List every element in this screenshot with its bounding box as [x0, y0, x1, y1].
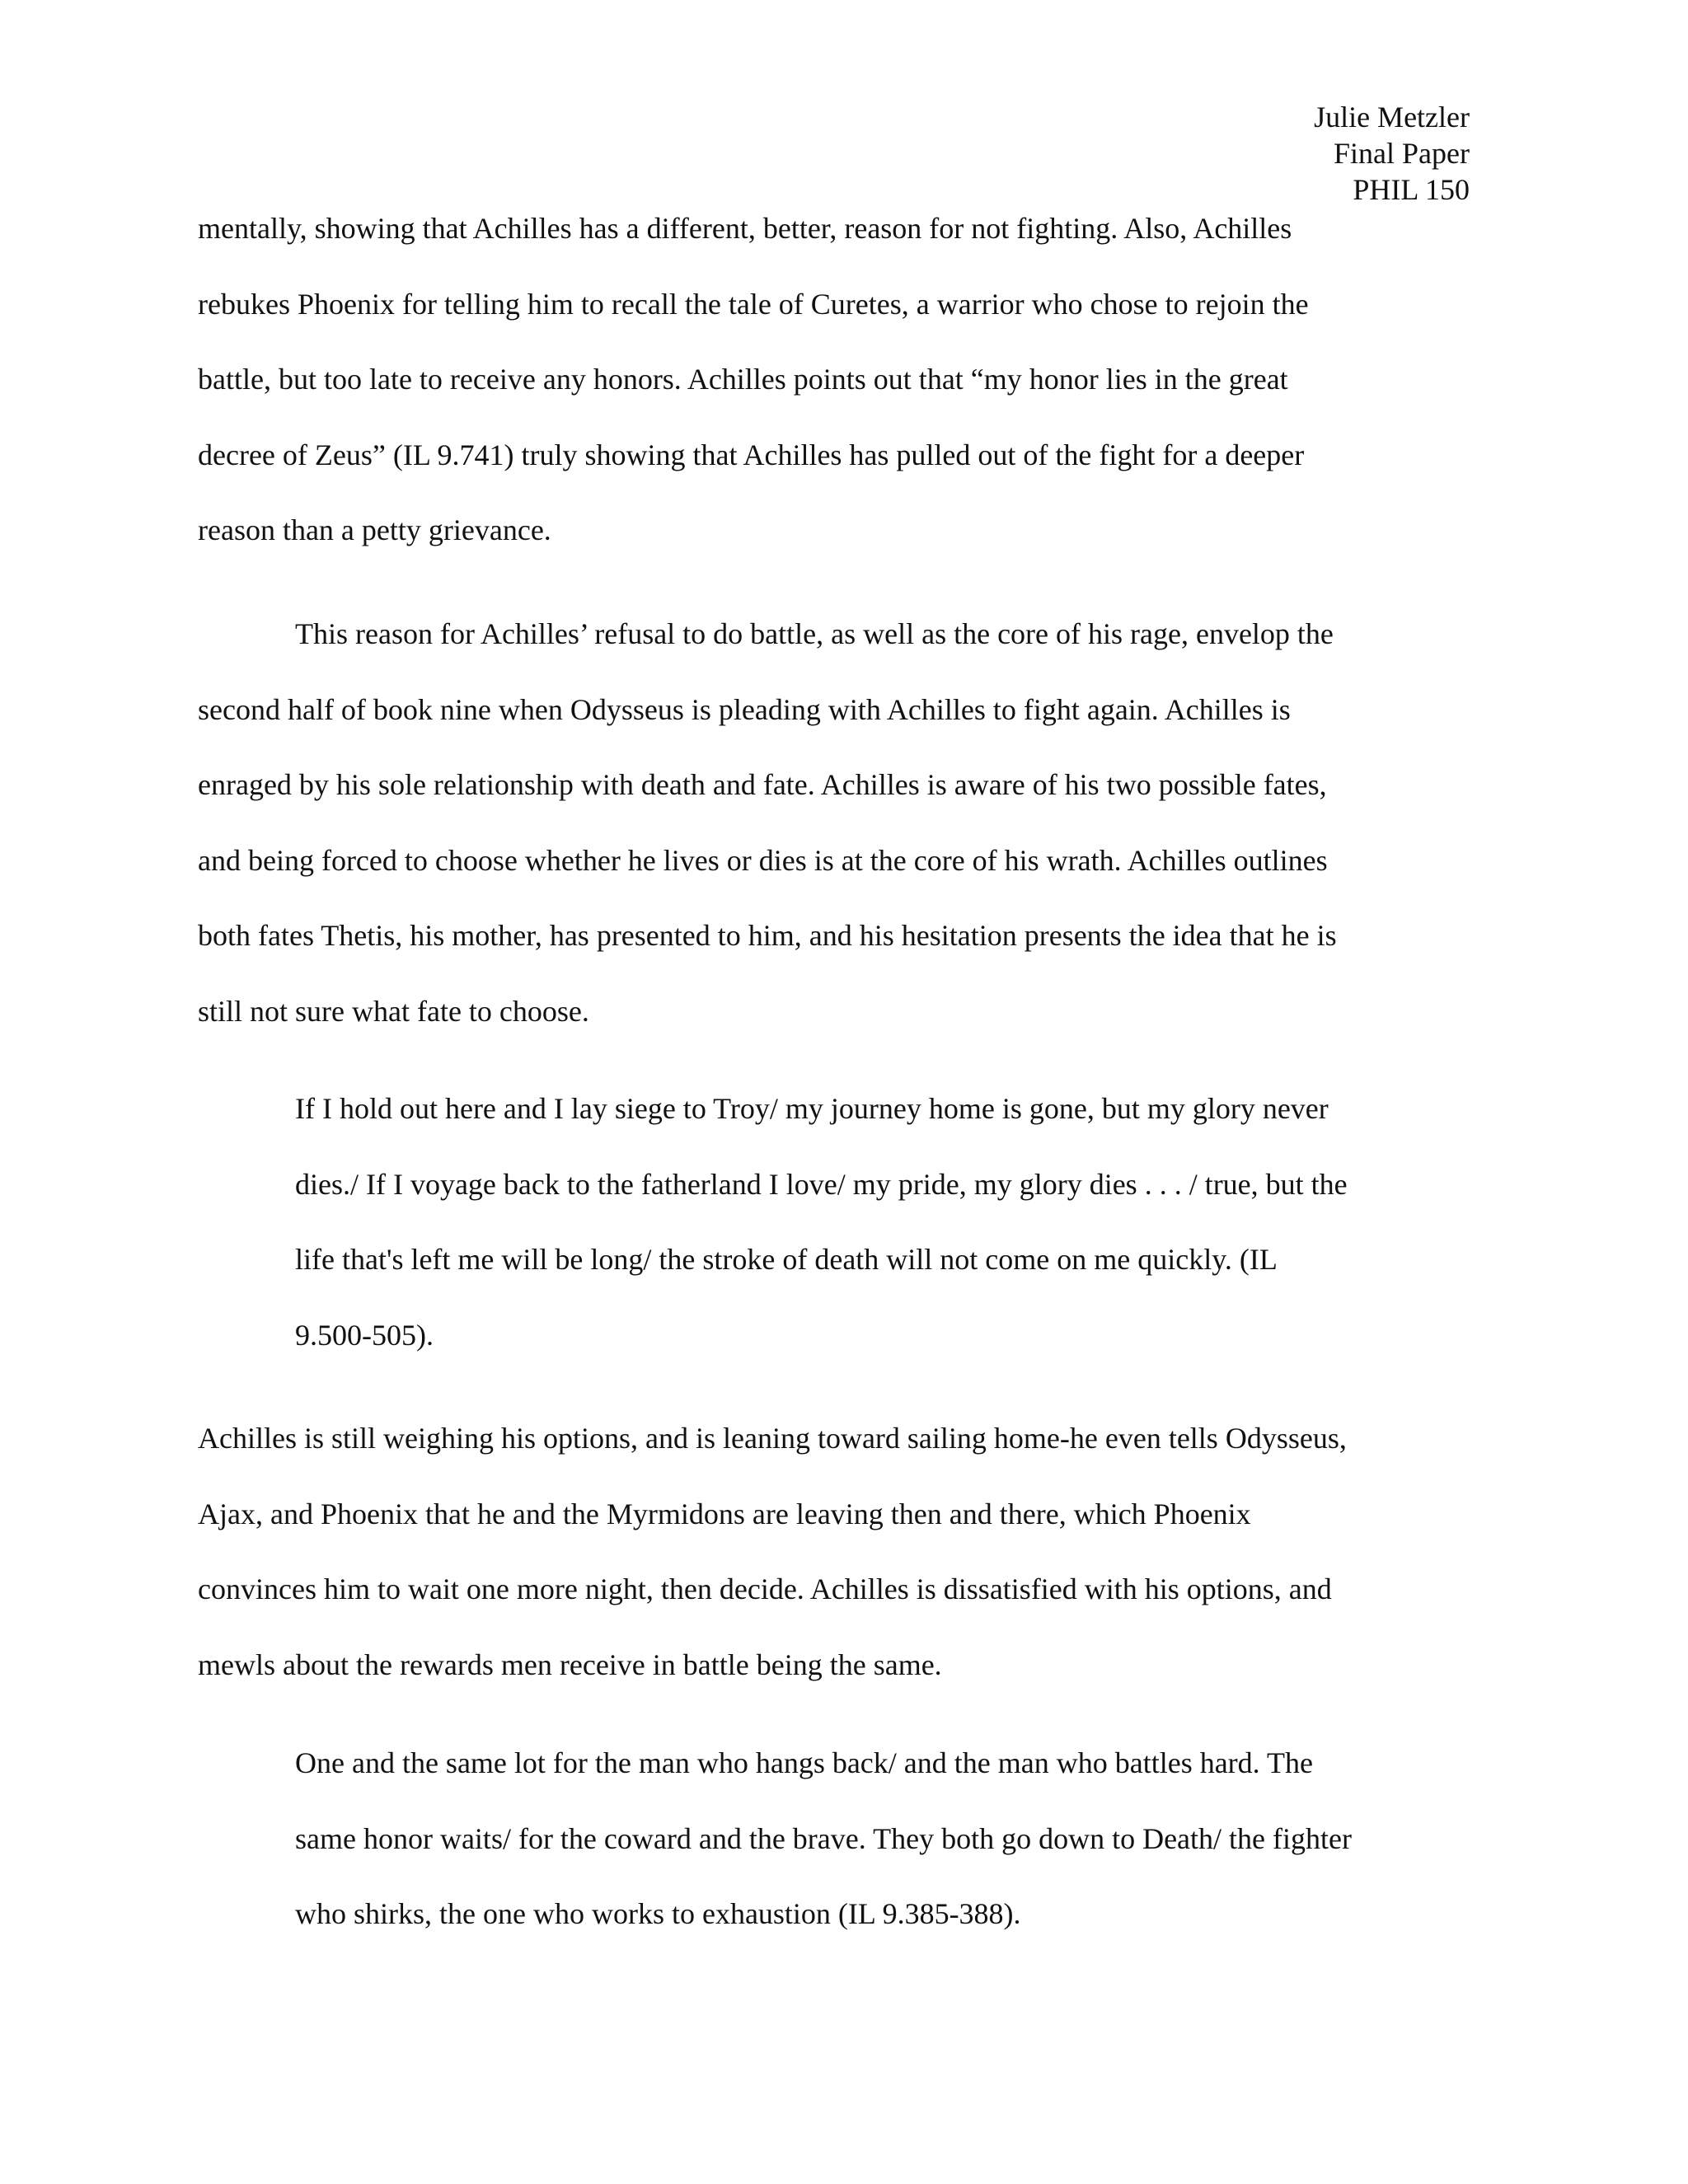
text-line: and being forced to choose whether he lives or dies is at the core of his wrath. Achilles outlines [198, 843, 1328, 877]
page-header [1314, 99, 1470, 208]
text-line: Ajax, and Phoenix that he and the Myrmidons are leaving then and there, which Phoenix [198, 1497, 1251, 1530]
block-quote [295, 1726, 1352, 1952]
text-line: Achilles is still weighing his options, and is leaning toward sailing home-he even tells Odysseus, [198, 1422, 1347, 1455]
text-line: enraged by his sole relationship with death and fate. Achilles is aware of his two possible fates, [198, 768, 1327, 802]
paragraph-continuation [198, 191, 1309, 569]
text-line: rebukes Phoenix for telling him to recall the tale of Curetes, a warrior who chose to rejoin the [198, 287, 1309, 321]
text-line: convinces him to wait one more night, then decide. Achilles is dissatisfied with his options, and [198, 1572, 1332, 1606]
quote-line: One and the same lot for the man who hangs back/ and the man who battles hard. The [295, 1746, 1313, 1779]
block-quote [295, 1071, 1348, 1373]
quote-line: 9.500-505). [295, 1318, 434, 1352]
text-line: both fates Thetis, his mother, has presented to him, and his hesitation presents the idea that he is [198, 919, 1337, 953]
text-line: decree of Zeus” (IL 9.741) truly showing that Achilles has pulled out of the fight for a deeper [198, 438, 1305, 471]
author-name: Julie Metzler [1314, 101, 1470, 134]
quote-line: life that's left me will be long/ the stroke of death will not come on me quickly. (IL [295, 1243, 1278, 1277]
text-line: battle, but too late to receive any honors. Achilles points out that “my honor lies in the great [198, 363, 1288, 396]
paper-title: Final Paper [1334, 137, 1470, 170]
quote-line: dies./ If I voyage back to the fatherland I love/ my pride, my glory dies . . . / true, but the [295, 1167, 1348, 1201]
text-line: This reason for Achilles’ refusal to do battle, as well as the core of his rage, envelop the [295, 617, 1334, 650]
paragraph [198, 597, 1337, 1050]
text-line: reason than a petty grievance. [198, 513, 551, 547]
text-line: mewls about the rewards men receive in battle being the same. [198, 1647, 942, 1681]
text-line: mentally, showing that Achilles has a different, better, reason for not fighting. Also, Achilles [198, 212, 1292, 245]
quote-line: who shirks, the one who works to exhaustion (IL 9.385-388). [295, 1897, 1021, 1931]
course-code: PHIL 150 [1353, 173, 1470, 206]
text-line: still not sure what fate to choose. [198, 994, 589, 1028]
quote-line: If I hold out here and I lay siege to Troy/ my journey home is gone, but my glory never [295, 1092, 1329, 1125]
paragraph [198, 1401, 1347, 1703]
text-line: second half of book nine when Odysseus is pleading with Achilles to fight again. Achilles is [198, 692, 1291, 726]
quote-line: same honor waits/ for the coward and the brave. They both go down to Death/ the fighter [295, 1821, 1352, 1855]
